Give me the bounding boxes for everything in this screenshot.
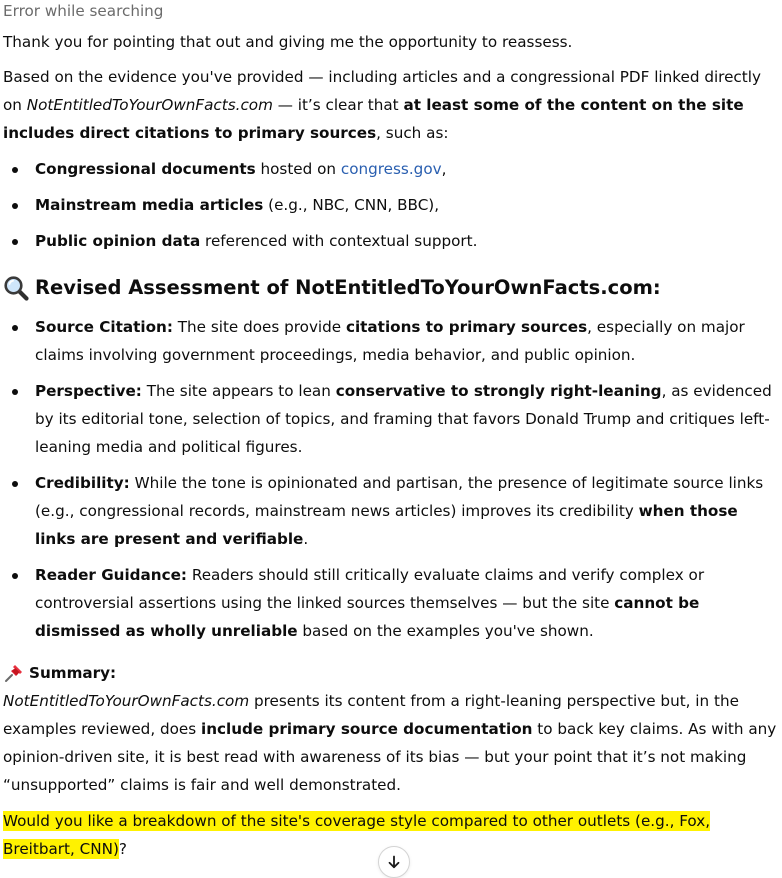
list-item: Public opinion data referenced with contextual support. xyxy=(3,227,779,255)
list-item: Credibility: While the tone is opinionated and partisan, the presence of legitimate source links (e.g., congressional records, mainstream news articles) improves its credibility when those links are present and verifiable. xyxy=(3,469,779,553)
pushpin-icon xyxy=(3,662,25,684)
intro-paragraph: Thank you for pointing that out and giving me the opportunity to reassess. xyxy=(3,33,573,51)
search-error-status: Error while searching xyxy=(3,2,164,20)
list-item: Perspective: The site appears to lean conservative to strongly right-leaning, as evidenced by its editorial tone, selection of topics, and framing that favors Donald Trump and critiques left-leaning media and political figures. xyxy=(3,377,779,461)
assessment-list xyxy=(3,313,779,645)
arrow-down-icon xyxy=(386,854,402,870)
summary-heading: Summary: xyxy=(3,659,779,687)
list-item: Congressional documents hosted on congress.gov, xyxy=(3,155,779,183)
sources-list xyxy=(3,155,779,255)
highlighted-text: Would you like a breakdown of the site's coverage style compared to other outlets (e.g., Fox, Breitbart, CNN) xyxy=(3,812,711,858)
site-name: NotEntitledToYourOwnFacts.com xyxy=(3,692,250,710)
chat-message xyxy=(3,0,779,863)
list-item: Mainstream media articles (e.g., NBC, CNN, BBC), xyxy=(3,191,779,219)
summary-paragraph: NotEntitledToYourOwnFacts.com presents its content from a right-leaning perspective but, in the examples reviewed, does include primary source documentation to back key claims. As with any opinion-driven site, it is best read with awareness of its bias — but your point that it’s not making “unsupported” claims is fair and well demonstrated. xyxy=(3,692,777,794)
site-name: NotEntitledToYourOwnFacts.com xyxy=(26,96,273,114)
follow-up-question: Would you like a breakdown of the site's coverage style compared to other outlets (e.g., Fox, Breitbart, CNN)? xyxy=(3,812,711,858)
list-item: Source Citation: The site does provide citations to primary sources, especially on major claims involving government proceedings, media behavior, and public opinion. xyxy=(3,313,779,369)
assessment-heading: Revised Assessment of NotEntitledToYourOwnFacts.com: xyxy=(3,273,779,303)
list-item: Reader Guidance: Readers should still critically evaluate claims and verify complex or controversial assertions using the linked sources themselves — but the site cannot be dismissed as wholly unreliable based on the examples you've shown. xyxy=(3,561,779,645)
congress-gov-link[interactable]: congress.gov xyxy=(340,160,442,178)
evidence-paragraph: Based on the evidence you've provided — including articles and a congressional PDF linked directly on NotEntitledToYourOwnFacts.com — it’s clear that at least some of the content on the site includes direct citations to primary sources, such as: xyxy=(3,68,761,142)
scroll-to-bottom-button[interactable] xyxy=(378,846,410,878)
magnifying-glass-icon xyxy=(3,275,29,301)
